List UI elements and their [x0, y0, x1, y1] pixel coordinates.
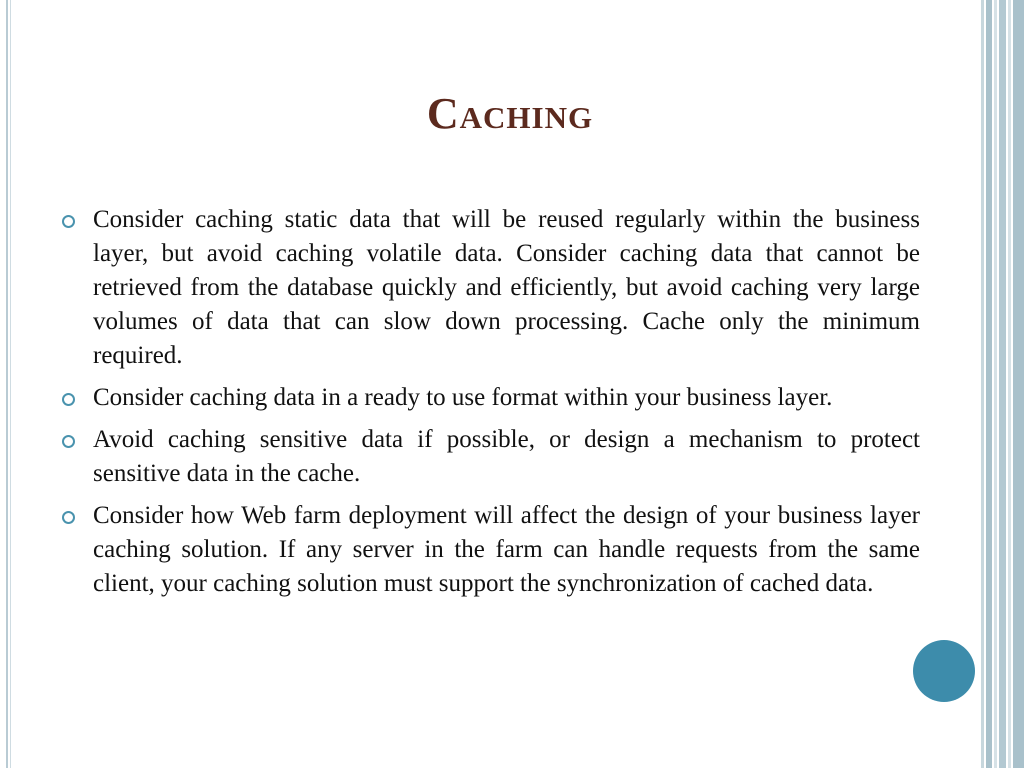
hollow-circle-bullet-icon	[62, 435, 75, 448]
slide-title: Caching	[426, 89, 594, 138]
hollow-circle-bullet-icon	[62, 511, 75, 524]
hollow-circle-bullet-icon	[62, 215, 75, 228]
bullet-item	[60, 499, 920, 601]
hollow-circle-bullet-icon	[62, 393, 75, 406]
filled-circle-decoration-icon	[913, 640, 975, 702]
bullet-item	[60, 203, 920, 373]
bullet-text: Consider how Web farm deployment will affect the design of your business layer caching solution. If any server in the farm can handle requests from the same client, your caching solution must support the synchronization of cached data.	[93, 502, 920, 597]
bullet-text: Consider caching data in a ready to use format within your business layer.	[93, 384, 833, 411]
bullet-text: Avoid caching sensitive data if possible, or design a mechanism to protect sensitive data in the cache.	[93, 426, 920, 487]
bullet-item	[60, 423, 920, 491]
bullet-list	[60, 203, 920, 609]
bullet-text: Consider caching static data that will be reused regularly within the business layer, but avoid caching volatile data. Consider caching data that cannot be retrieved from the database quickly and efficiently, but avoid caching very large volumes of data that can slow down processing. Cache only the minimum required.	[93, 206, 920, 369]
bullet-item	[60, 381, 920, 415]
